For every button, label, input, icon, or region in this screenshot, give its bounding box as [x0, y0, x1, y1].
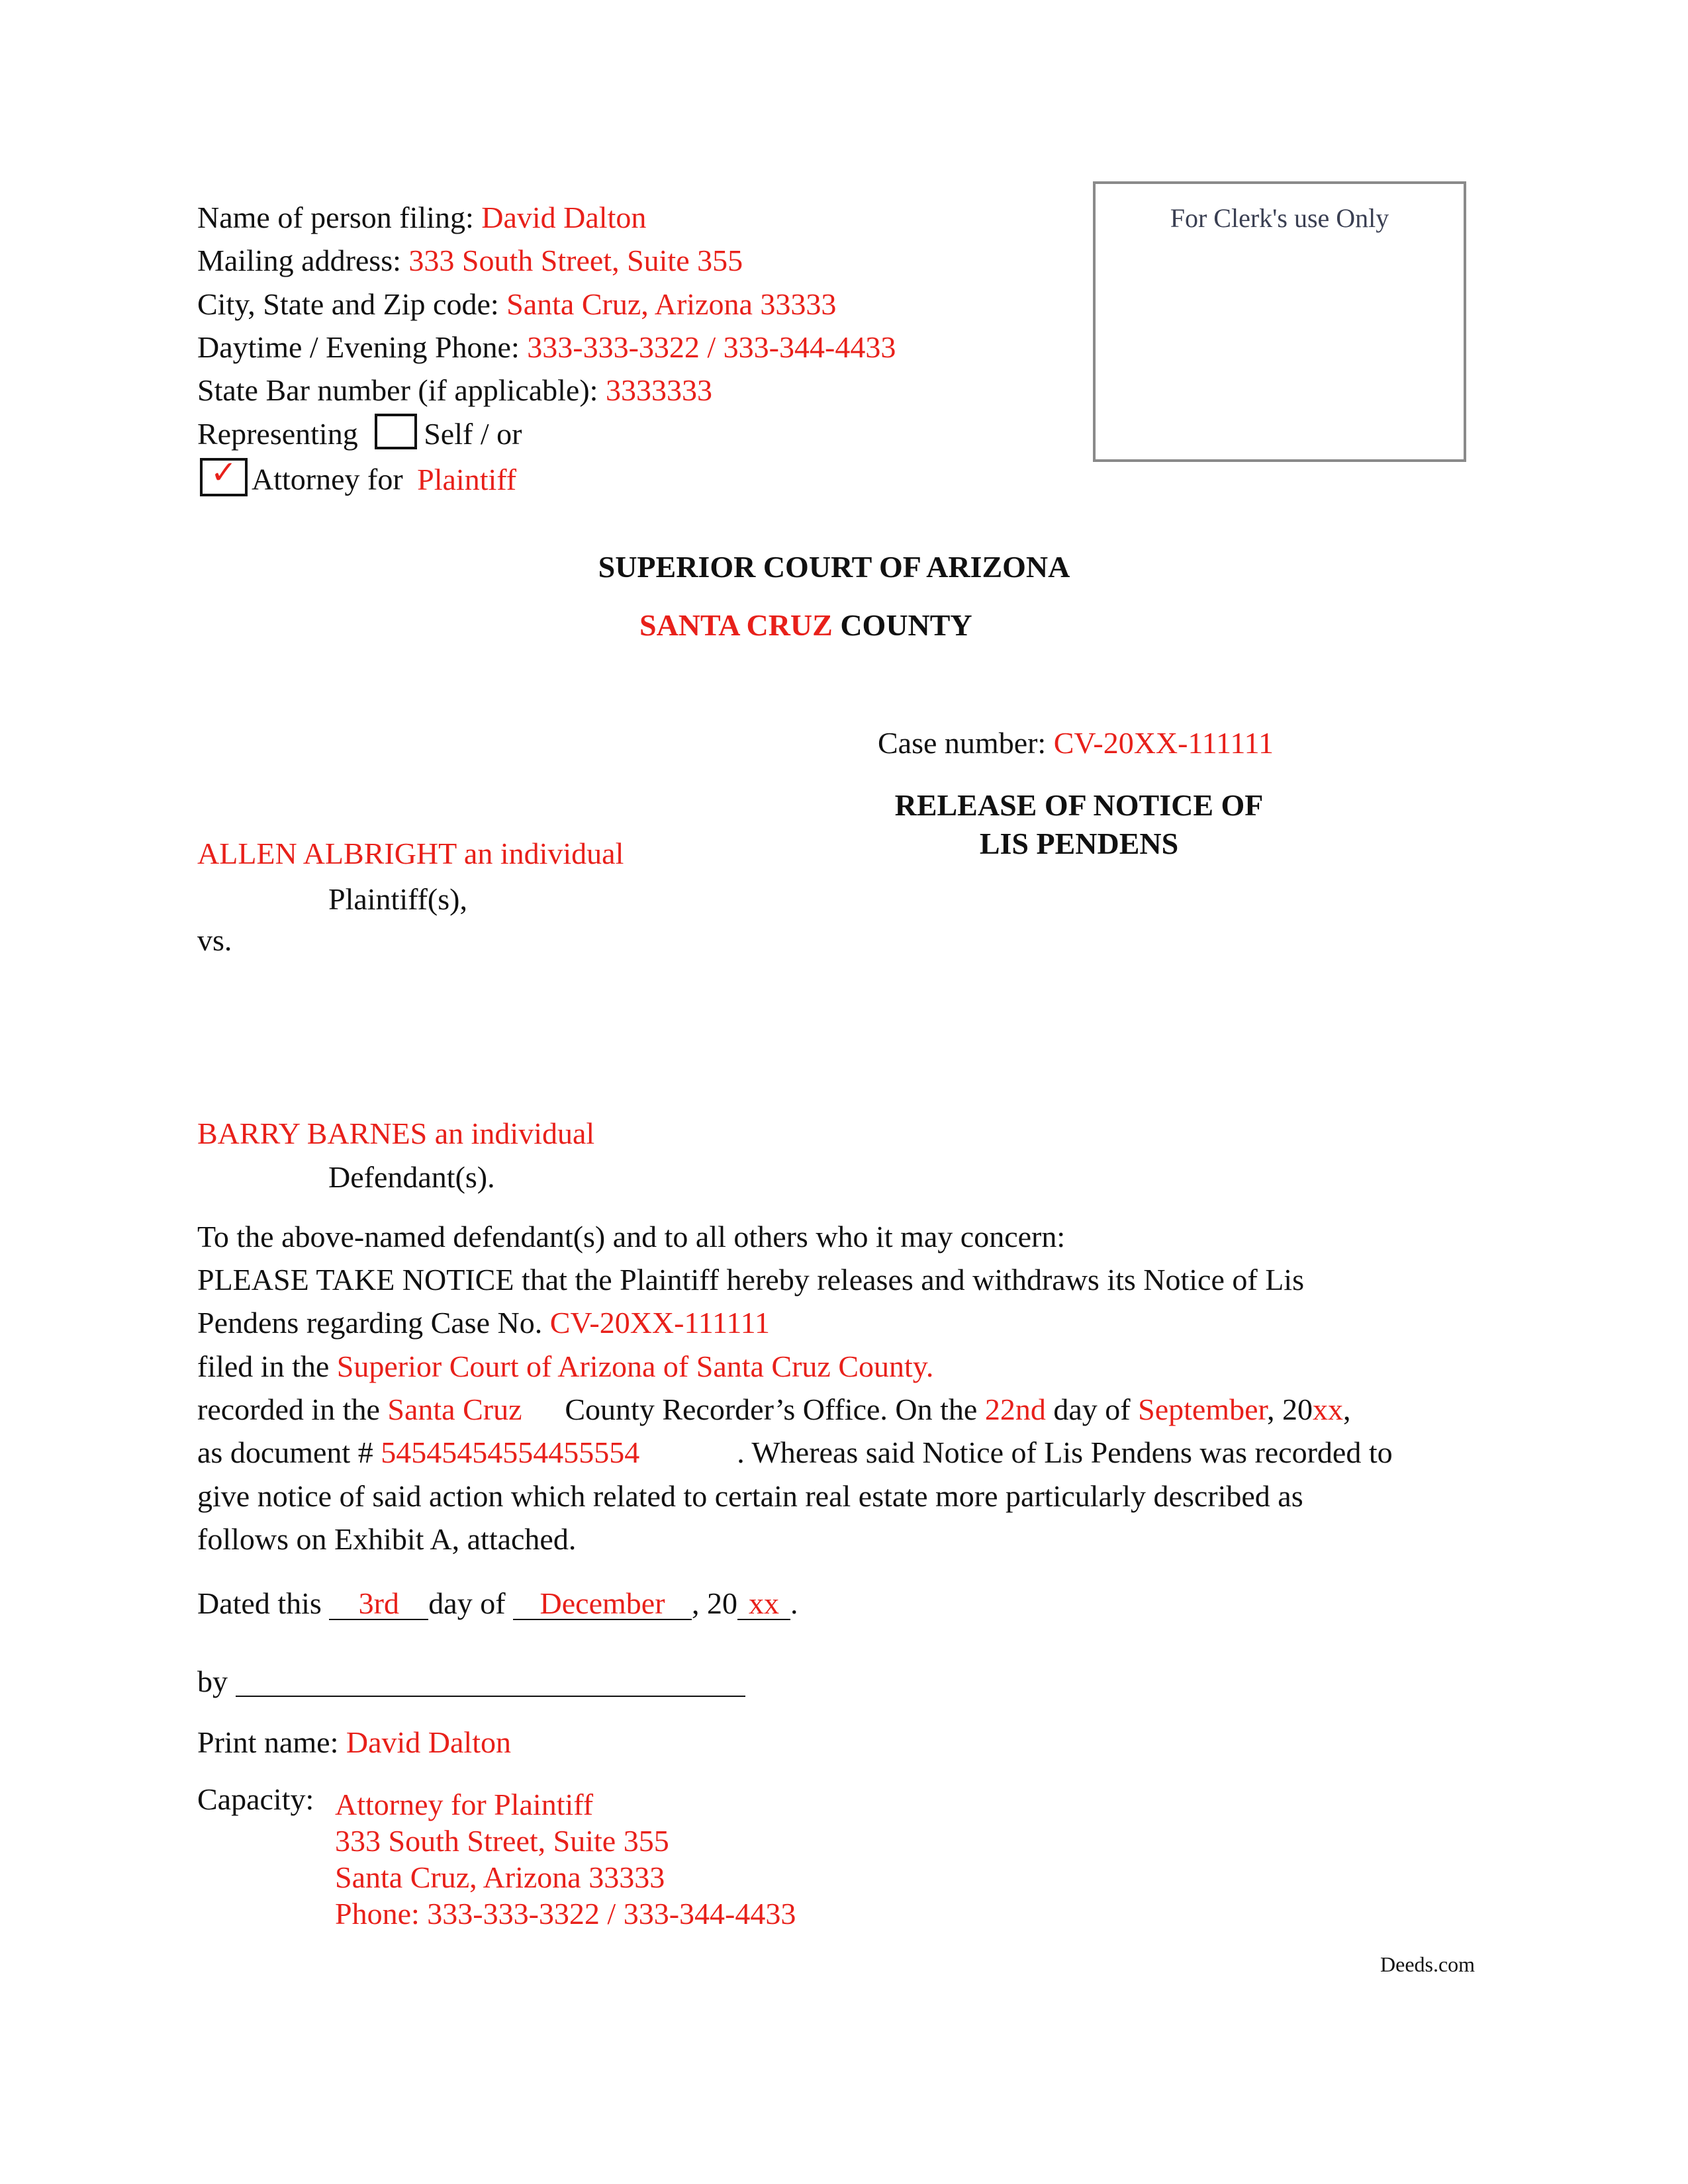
- plaintiff-name: ALLEN ALBRIGHT an individual: [197, 837, 624, 870]
- recorded-mid: County Recorder’s Office. On the: [565, 1392, 978, 1426]
- representing-row: [197, 419, 522, 455]
- document-suffix: . Whereas said Notice of Lis Pendens was recorded to: [737, 1435, 1393, 1469]
- capacity-block: [335, 1786, 796, 1932]
- print-name-row: [197, 1727, 511, 1758]
- attorney-row: [200, 454, 517, 502]
- capacity-address-1: 333 South Street, Suite 355: [335, 1824, 669, 1858]
- print-name: David Dalton: [346, 1725, 511, 1759]
- filer-bar-number: 3333333: [605, 373, 712, 407]
- capacity-phone: Phone: 333-333-3322 / 333-344-4433: [335, 1897, 796, 1931]
- recorded-year-suffix: ,: [1342, 1392, 1351, 1426]
- body-line-filed: [197, 1351, 933, 1382]
- document-number: 54545454554455554: [381, 1435, 640, 1469]
- representing-label: Representing: [197, 417, 358, 451]
- body-line-1: To the above-named defendant(s) and to all others who it may concern:: [197, 1220, 1066, 1253]
- filer-name: David Dalton: [481, 201, 647, 234]
- dated-day: 3rd: [329, 1588, 428, 1620]
- body-line-3: [197, 1308, 770, 1338]
- filer-address-label: Mailing address:: [197, 244, 401, 277]
- dated-year: xx: [737, 1588, 790, 1620]
- recorded-day-of: day of: [1053, 1392, 1131, 1426]
- signature-line[interactable]: [236, 1666, 745, 1697]
- body-line-give: give notice of said action which related to certain real estate more particularly described as: [197, 1479, 1303, 1513]
- attorney-check-mark: ✓: [210, 454, 238, 491]
- filed-label: filed in the: [197, 1349, 330, 1383]
- case-number-row: [878, 728, 1274, 758]
- document-number-label: as document #: [197, 1435, 373, 1469]
- dated-day-of: day of: [428, 1586, 506, 1620]
- signature-row: [197, 1666, 745, 1697]
- dated-year-prefix: , 20: [692, 1586, 738, 1620]
- attorney-checkbox[interactable]: [200, 454, 248, 496]
- filer-phone-label: Daytime / Evening Phone:: [197, 330, 520, 364]
- document-title-line1: RELEASE OF NOTICE OF: [894, 788, 1264, 822]
- case-number: CV-20XX-111111: [1053, 726, 1274, 760]
- body-line-follows: follows on Exhibit A, attached.: [197, 1522, 577, 1556]
- attorney-label: Attorney for: [252, 462, 403, 496]
- case-no-label: Pendens regarding Case No.: [197, 1306, 543, 1340]
- self-checkbox[interactable]: [375, 414, 417, 449]
- filed-court: Superior Court of Arizona of Santa Cruz County.: [336, 1349, 934, 1383]
- recorded-year: xx: [1312, 1392, 1343, 1426]
- court-county-name: SANTA CRUZ: [639, 608, 833, 642]
- recorded-county: Santa Cruz: [387, 1392, 522, 1426]
- court-county-row: [639, 608, 972, 643]
- court-title: SUPERIOR COURT OF ARIZONA: [598, 550, 1070, 584]
- filer-city: Santa Cruz, Arizona 33333: [506, 287, 837, 321]
- footer-brand: Deeds.com: [1380, 1952, 1476, 1976]
- recorded-label: recorded in the: [197, 1392, 380, 1426]
- filer-name-label: Name of person filing:: [197, 201, 474, 234]
- court-county-label: COUNTY: [840, 608, 972, 642]
- filer-phone-row: [197, 332, 896, 363]
- clerk-use-box: [1093, 181, 1466, 462]
- self-label: Self / or: [424, 417, 522, 451]
- print-name-label: Print name:: [197, 1725, 339, 1759]
- filer-name-row: [197, 203, 646, 233]
- filer-bar-label: State Bar number (if applicable):: [197, 373, 598, 407]
- capacity-address-2: Santa Cruz, Arizona 33333: [335, 1860, 665, 1894]
- body-line-recorded: [197, 1394, 1350, 1425]
- plaintiff-label: Plaintiff(s),: [328, 882, 467, 916]
- recorded-year-prefix: , 20: [1266, 1392, 1313, 1426]
- capacity: Attorney for Plaintiff: [335, 1788, 594, 1821]
- dated-month: December: [513, 1588, 692, 1620]
- filer-address: 333 South Street, Suite 355: [408, 244, 743, 277]
- dated-label: Dated this: [197, 1586, 322, 1620]
- filer-city-label: City, State and Zip code:: [197, 287, 499, 321]
- body-case-no: CV-20XX-111111: [549, 1306, 770, 1340]
- dated-suffix: .: [790, 1586, 798, 1620]
- versus: vs.: [197, 923, 232, 957]
- dated-row: [197, 1588, 798, 1620]
- defendant-label: Defendant(s).: [328, 1160, 495, 1194]
- filer-city-row: [197, 289, 836, 320]
- document-title-line2: LIS PENDENS: [979, 827, 1179, 860]
- document-title: [814, 786, 1344, 863]
- filer-bar-row: [197, 375, 712, 406]
- body-line-document: [197, 1437, 1393, 1468]
- recorded-month: September: [1138, 1392, 1267, 1426]
- case-number-label: Case number:: [878, 726, 1047, 760]
- attorney-for: Plaintiff: [417, 462, 517, 496]
- capacity-label: Capacity:: [197, 1782, 314, 1816]
- filer-address-row: [197, 246, 743, 276]
- recorded-day: 22nd: [984, 1392, 1046, 1426]
- by-label: by: [197, 1664, 228, 1698]
- defendant-name: BARRY BARNES an individual: [197, 1116, 595, 1150]
- clerk-use-label: For Clerk's use Only: [1170, 203, 1389, 233]
- filer-phone: 333-333-3322 / 333-344-4433: [527, 330, 896, 364]
- body-line-2: PLEASE TAKE NOTICE that the Plaintiff hereby releases and withdraws its Notice of Lis: [197, 1263, 1304, 1297]
